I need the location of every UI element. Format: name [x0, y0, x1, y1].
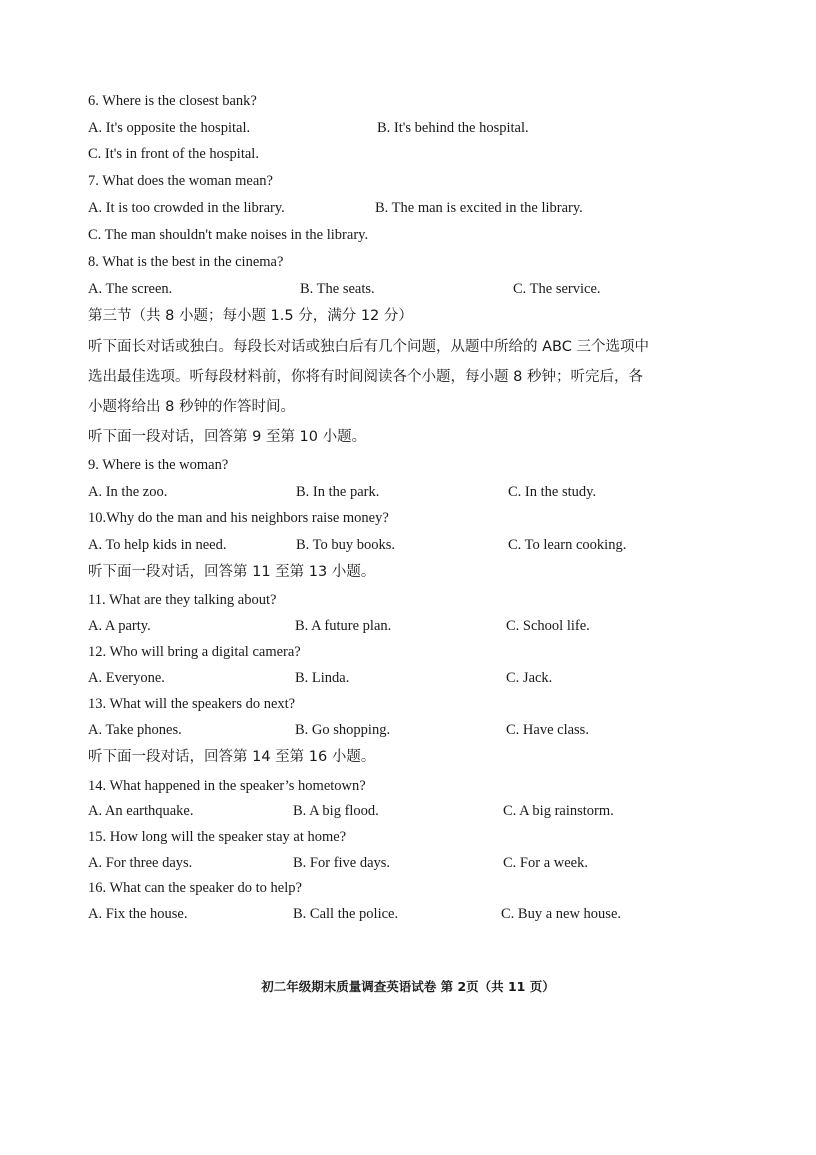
q9-option-c: C. In the study. [508, 484, 597, 500]
q10-stem: 10.Why do the man and his neighbors raise money? [88, 510, 389, 526]
q8-option-a: A. The screen. [88, 281, 173, 297]
q16-option-b: B. Call the police. [293, 906, 399, 922]
q14-stem: 14. What happened in the speaker’s hometown? [88, 778, 366, 794]
q11-option-a: A. A party. [88, 618, 151, 634]
group-instruction-3: 听下面一段对话，回答第 14 至第 16 小题。 [88, 749, 376, 765]
q15-option-b: B. For five days. [293, 855, 391, 871]
q12-stem: 12. Who will bring a digital camera? [88, 644, 301, 660]
q6-option-a: A. It's opposite the hospital. [88, 120, 251, 136]
q9-option-a: A. In the zoo. [88, 484, 168, 500]
group-instruction-1: 听下面一段对话，回答第 9 至第 10 小题。 [88, 429, 367, 445]
section-instruction-2: 选出最佳选项。听每段材料前，你将有时间阅读各个小题，每小题 8 秒钟；听完后，各 [88, 369, 643, 385]
q15-stem: 15. How long will the speaker stay at home? [88, 829, 347, 845]
q14-option-c: C. A big rainstorm. [503, 803, 614, 819]
q13-option-c: C. Have class. [506, 722, 589, 738]
section-heading: 第三节（共 8 小题；每小题 1.5 分，满分 12 分） [88, 308, 413, 324]
q10-option-a: A. To help kids in need. [88, 537, 227, 553]
section-instruction-3: 小题将给出 8 秒钟的作答时间。 [88, 399, 295, 415]
q9-stem: 9. Where is the woman? [88, 457, 229, 473]
q12-option-c: C. Jack. [506, 670, 553, 686]
q9-option-b: B. In the park. [296, 484, 380, 500]
q15-option-a: A. For three days. [88, 855, 193, 871]
q8-stem: 8. What is the best in the cinema? [88, 254, 284, 270]
q7-option-a: A. It is too crowded in the library. [88, 200, 285, 216]
q11-stem: 11. What are they talking about? [88, 592, 277, 608]
group-instruction-2: 听下面一段对话，回答第 11 至第 13 小题。 [88, 564, 376, 580]
q15-option-c: C. For a week. [503, 855, 588, 871]
q12-option-a: A. Everyone. [88, 670, 165, 686]
q6-option-b: B. It's behind the hospital. [377, 120, 529, 136]
q12-option-b: B. Linda. [295, 670, 350, 686]
q13-option-a: A. Take phones. [88, 722, 182, 738]
q10-option-b: B. To buy books. [296, 537, 396, 553]
q16-option-a: A. Fix the house. [88, 906, 188, 922]
section-instruction-1: 听下面长对话或独白。每段长对话或独白后有几个问题，从题中所给的 ABC 三个选项中 [88, 339, 649, 355]
q14-option-a: A. An earthquake. [88, 803, 194, 819]
q7-option-b: B. The man is excited in the library. [375, 200, 583, 216]
q11-option-b: B. A future plan. [295, 618, 392, 634]
q16-stem: 16. What can the speaker do to help? [88, 880, 302, 896]
q7-stem: 7. What does the woman mean? [88, 173, 273, 189]
q6-option-c: C. It's in front of the hospital. [88, 146, 259, 162]
q11-option-c: C. School life. [506, 618, 590, 634]
q13-stem: 13. What will the speakers do next? [88, 696, 296, 712]
q16-option-c: C. Buy a new house. [501, 906, 622, 922]
page-footer: 初二年级期末质量调查英语试卷 第 2页（共 11 页） [261, 979, 555, 994]
q8-option-c: C. The service. [513, 281, 601, 297]
q7-option-c: C. The man shouldn't make noises in the library. [88, 227, 369, 243]
q10-option-c: C. To learn cooking. [508, 537, 627, 553]
q13-option-b: B. Go shopping. [295, 722, 391, 738]
q14-option-b: B. A big flood. [293, 803, 379, 819]
q8-option-b: B. The seats. [300, 281, 375, 297]
q6-stem: 6. Where is the closest bank? [88, 93, 257, 109]
